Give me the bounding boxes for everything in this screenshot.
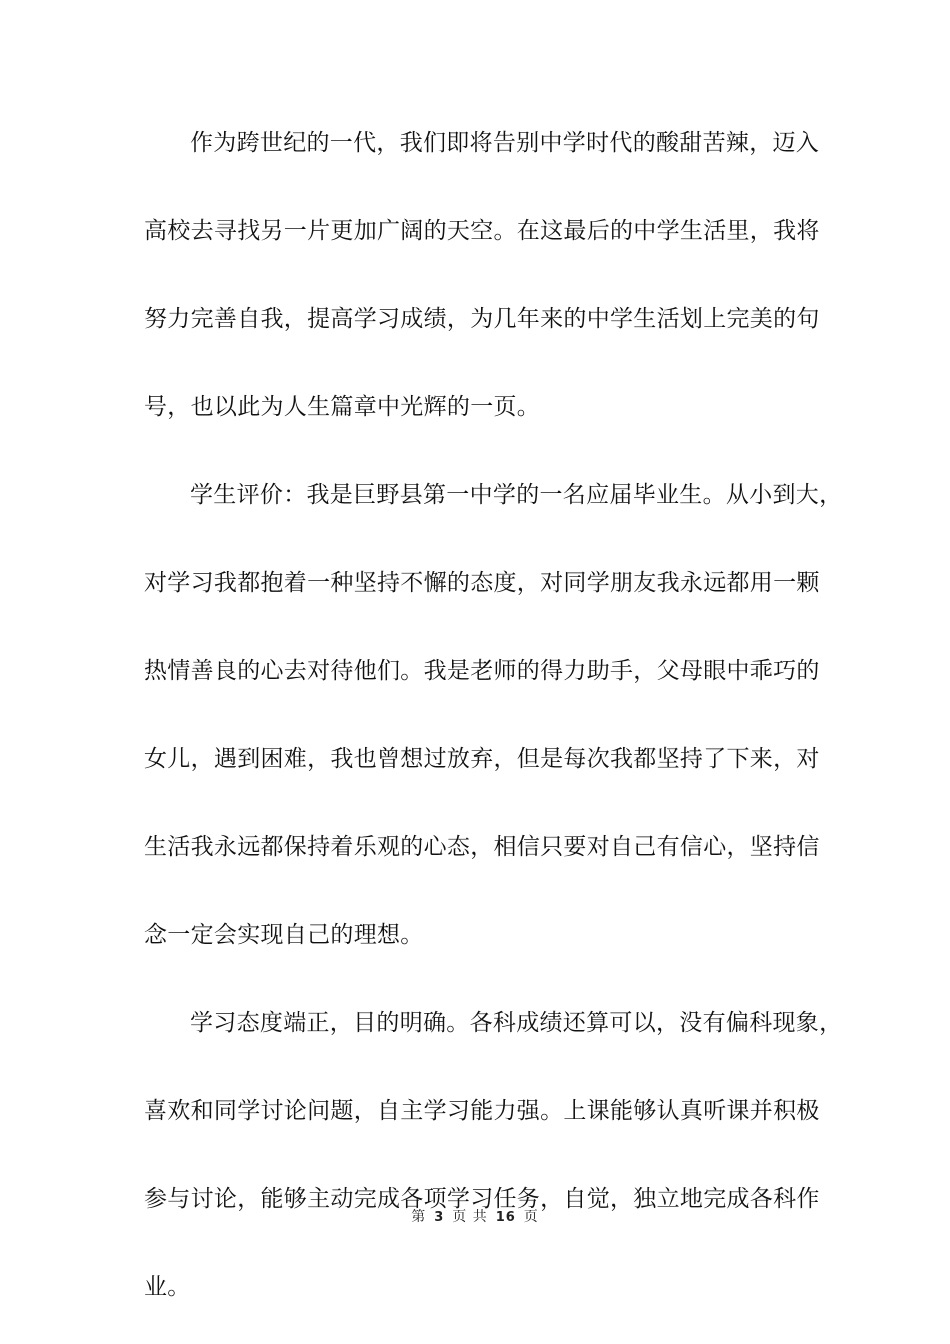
document-body [144,128,843,1302]
paragraph-3 [144,1008,843,1302]
paragraph-line: 作为跨世纪的一代，我们即将告别中学时代的酸甜苦辣，迈入 [190,130,820,156]
paragraph-line: 高校去寻找另一片更加广阔的天空。在这最后的中学生活里，我将 [144,218,820,244]
current-page-number: 3 [434,1210,445,1225]
paragraph-line: 生活我永远都保持着乐观的心态，相信只要对自己有信心，坚持信 [144,834,820,860]
paragraph-line: 喜欢和同学讨论问题，自主学习能力强。上课能够认真听课并积极 [144,1098,820,1124]
total-page-count: 16 [495,1210,516,1225]
paragraph-line: 学习态度端正，目的明确。各科成绩还算可以，没有偏科现象， [190,1010,843,1036]
paragraph-line: 参与讨论，能够主动完成各项学习任务，自觉，独立地完成各科作 [144,1186,820,1212]
paragraph-1 [144,128,820,422]
page-footer [0,1208,950,1227]
paragraph-2 [144,480,843,950]
footer-prefix: 第 [411,1209,427,1225]
paragraph-line: 号，也以此为人生篇章中光辉的一页。 [144,394,541,420]
paragraph-line: 热情善良的心去对待他们。我是老师的得力助手，父母眼中乖巧的 [144,658,820,684]
paragraph-line: 念一定会实现自己的理想。 [144,922,424,948]
paragraph-line: 女儿，遇到困难，我也曾想过放弃，但是每次我都坚持了下来，对 [144,746,820,772]
paragraph-line: 学生评价：我是巨野县第一中学的一名应届毕业生。从小到大， [190,482,843,508]
paragraph-line: 业。 [144,1274,191,1300]
footer-suffix: 页 [523,1209,539,1225]
footer-middle: 页 共 [452,1209,488,1225]
paragraph-line: 努力完善自我，提高学习成绩，为几年来的中学生活划上完美的句 [144,306,820,332]
paragraph-line: 对学习我都抱着一种坚持不懈的态度，对同学朋友我永远都用一颗 [144,570,820,596]
